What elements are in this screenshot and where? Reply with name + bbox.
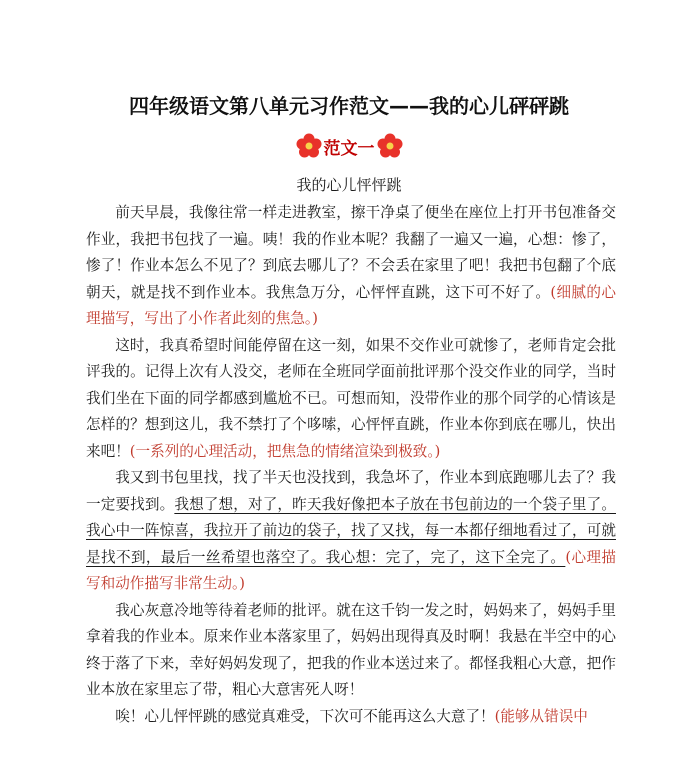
- paragraph: [86, 333, 616, 466]
- flower-icon: [377, 133, 403, 159]
- essay-body: [86, 200, 616, 730]
- paragraph-text: 这时，我真希望时间能停留在这一刻，如果不交作业可就惨了，老师肯定会批评我的。记得上次有人没交，老师在全班同学面前批评那个没交作业的同学，当时我们坐在下面的同学都感到尴尬不已。可想而知，没带作业的那个同学的心情该是怎样的？想到这儿，我不禁打了个哆嗦，心怦怦直跳，作业本你到底在哪儿，快出来吧！: [86, 336, 616, 460]
- paragraph-text: 我又到书包里找，找了半天也没找到，我急坏了，作业本到底跑哪儿去了？我一定要找到。: [86, 469, 616, 513]
- paragraph: [86, 598, 616, 704]
- banner-label: 范文一: [323, 138, 375, 159]
- paragraph-text: 前天早晨，我像往常一样走进教室，擦干净桌了便坐在座位上打开书包准备交作业，我把书包找了一遍。咦！我的作业本呢？我翻了一遍又一遍，心想：惨了，惨了！作业本怎么不见了？到底去哪儿了？不会丢在家里了吧！我把书包翻了个底朝天，就是找不到作业本。我焦急万分，心怦怦直跳，这下可不好了。: [86, 204, 616, 301]
- paragraph: [86, 200, 616, 333]
- annotation: (细腻的心理描写，写出了小作者此刻的焦急。): [86, 283, 616, 327]
- paragraph-text: 唉！心儿怦怦跳的感觉真难受，下次可不能再这么大意了！: [115, 707, 495, 725]
- paragraph: [86, 704, 616, 731]
- essay-title: 我的心儿怦怦跳: [296, 176, 402, 194]
- annotation: (能够从错误中: [494, 707, 588, 725]
- paragraph-text: 我心灰意冷地等待着老师的批评。就在这千钧一发之时，妈妈来了，妈妈手里拿着我的作业本。原来作业本落家里了，妈妈出现得真及时啊！我悬在半空中的心终于落了下来，幸好妈妈发现了，把我的作业本送过来了。都怪我粗心大意，把作业本放在家里忘了带，粗心大意害死人呀！: [86, 601, 616, 698]
- flower-icon: [296, 133, 322, 159]
- annotation: (心理描写和动作描写非常生动。): [86, 548, 616, 592]
- paragraph: [86, 465, 616, 598]
- section-banner: [0, 133, 698, 159]
- annotation: (一系列的心理活动，把焦急的情绪渲染到极致。): [129, 442, 441, 460]
- underlined-text: 我想了想，对了，昨天我好像把本子放在书包前边的一个袋子里了。我心中一阵惊喜，我拉开了前边的袋子，找了又找，每一本都仔细地看过了，可就是找不到，最后一丝希望也落空了。我心想：完了，完了，这下全完了。: [86, 495, 616, 566]
- document-title: 四年级语文第八单元习作范文——我的心儿砰砰跳: [129, 94, 569, 118]
